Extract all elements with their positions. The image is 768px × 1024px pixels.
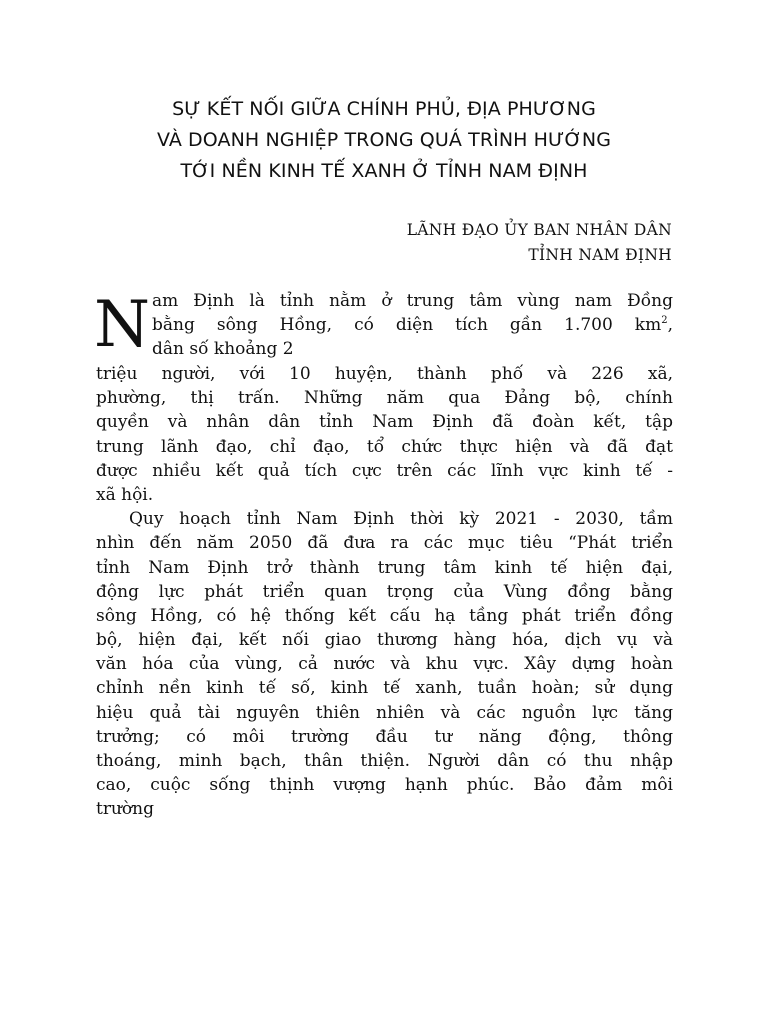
paragraph-2-line: Quy hoạch tỉnh Nam Định thời kỳ 2021 - 2030, tầm	[129, 509, 673, 530]
paragraph-1-line-2-text: bằng sông Hồng, có diện tích gần 1.700 km	[152, 315, 662, 336]
superscript-2: 2	[661, 315, 668, 327]
title-line-2: VÀ DOANH NGHIỆP TRONG QUÁ TRÌNH HƯỚNG	[156, 129, 612, 151]
paragraph-2-line: hiệu quả tài nguyên thiên nhiên và các nguồn lực tăng	[96, 702, 673, 723]
paragraph-2-line: bộ, hiện đại, kết nối giao thương hàng hóa, dịch vụ và	[96, 630, 673, 651]
paragraph-2-line: động lực phát triển quan trọng của Vùng đồng bằng	[96, 581, 673, 602]
paragraph-1-line: xã hội.	[96, 484, 154, 505]
paragraph-1-rest	[96, 362, 673, 507]
paragraph-2-line: nhìn đến năm 2050 đã đưa ra các mục tiêu “Phát triển	[96, 533, 673, 554]
author-line-2: TỈNH NAM ĐỊNH	[528, 246, 672, 264]
paragraph-1-line-1: am Định là tỉnh nằm ở trung tâm vùng nam Đồng	[152, 291, 673, 311]
paragraph-2-line: trường	[96, 799, 154, 820]
paragraph-2	[96, 507, 673, 821]
paragraph-2-line: chỉnh nền kinh tế số, kinh tế xanh, tuần hoàn; sử dụng	[96, 678, 673, 699]
paragraph-1-line: phường, thị trấn. Những năm qua Đảng bộ, chính	[96, 388, 673, 409]
article-title	[0, 94, 768, 187]
paragraph-1-line: quyền và nhân dân tỉnh Nam Định đã đoàn kết, tập	[96, 412, 673, 433]
paragraph-1-line: được nhiều kết quả tích cực trên các lĩnh vực kinh tế -	[96, 460, 673, 481]
title-line-1: SỰ KẾT NỐI GIỮA CHÍNH PHỦ, ĐỊA PHƯƠNG	[172, 98, 596, 120]
paragraph-1-line: triệu người, với 10 huyện, thành phố và 226 xã,	[96, 364, 673, 384]
article-body	[96, 289, 673, 822]
paragraph-1-line-3: dân số khoảng 2	[152, 339, 294, 360]
paragraph-2-line: cao, cuộc sống thịnh vượng hạnh phúc. Bảo đảm môi	[96, 775, 673, 796]
title-line-3: TỚI NỀN KINH TẾ XANH Ở TỈNH NAM ĐỊNH	[180, 160, 588, 182]
paragraph-2-line: sông Hồng, có hệ thống kết cấu hạ tầng phát triển đồng	[96, 605, 673, 626]
paragraph-2-line: tỉnh Nam Định trở thành trung tâm kinh tế hiện đại,	[96, 557, 673, 578]
paragraph-2-line: thoáng, minh bạch, thân thiện. Người dân có thu nhập	[96, 751, 673, 771]
author-line-1: LÃNH ĐẠO ỦY BAN NHÂN DÂN	[406, 221, 672, 239]
paragraph-1-line-2	[152, 313, 673, 337]
author-block	[407, 218, 672, 268]
drop-cap: N	[94, 288, 150, 362]
paragraph-1-line: trung lãnh đạo, chỉ đạo, tổ chức thực hiện và đã đạt	[96, 436, 673, 457]
paragraph-1-line-2-comma: ,	[667, 315, 673, 336]
paragraph-2-line: trưởng; có môi trường đầu tư năng động, thông	[96, 726, 673, 747]
paragraph-2-line: văn hóa của vùng, cả nước và khu vực. Xây dựng hoàn	[96, 654, 673, 675]
paragraph-1-opening	[96, 289, 673, 362]
